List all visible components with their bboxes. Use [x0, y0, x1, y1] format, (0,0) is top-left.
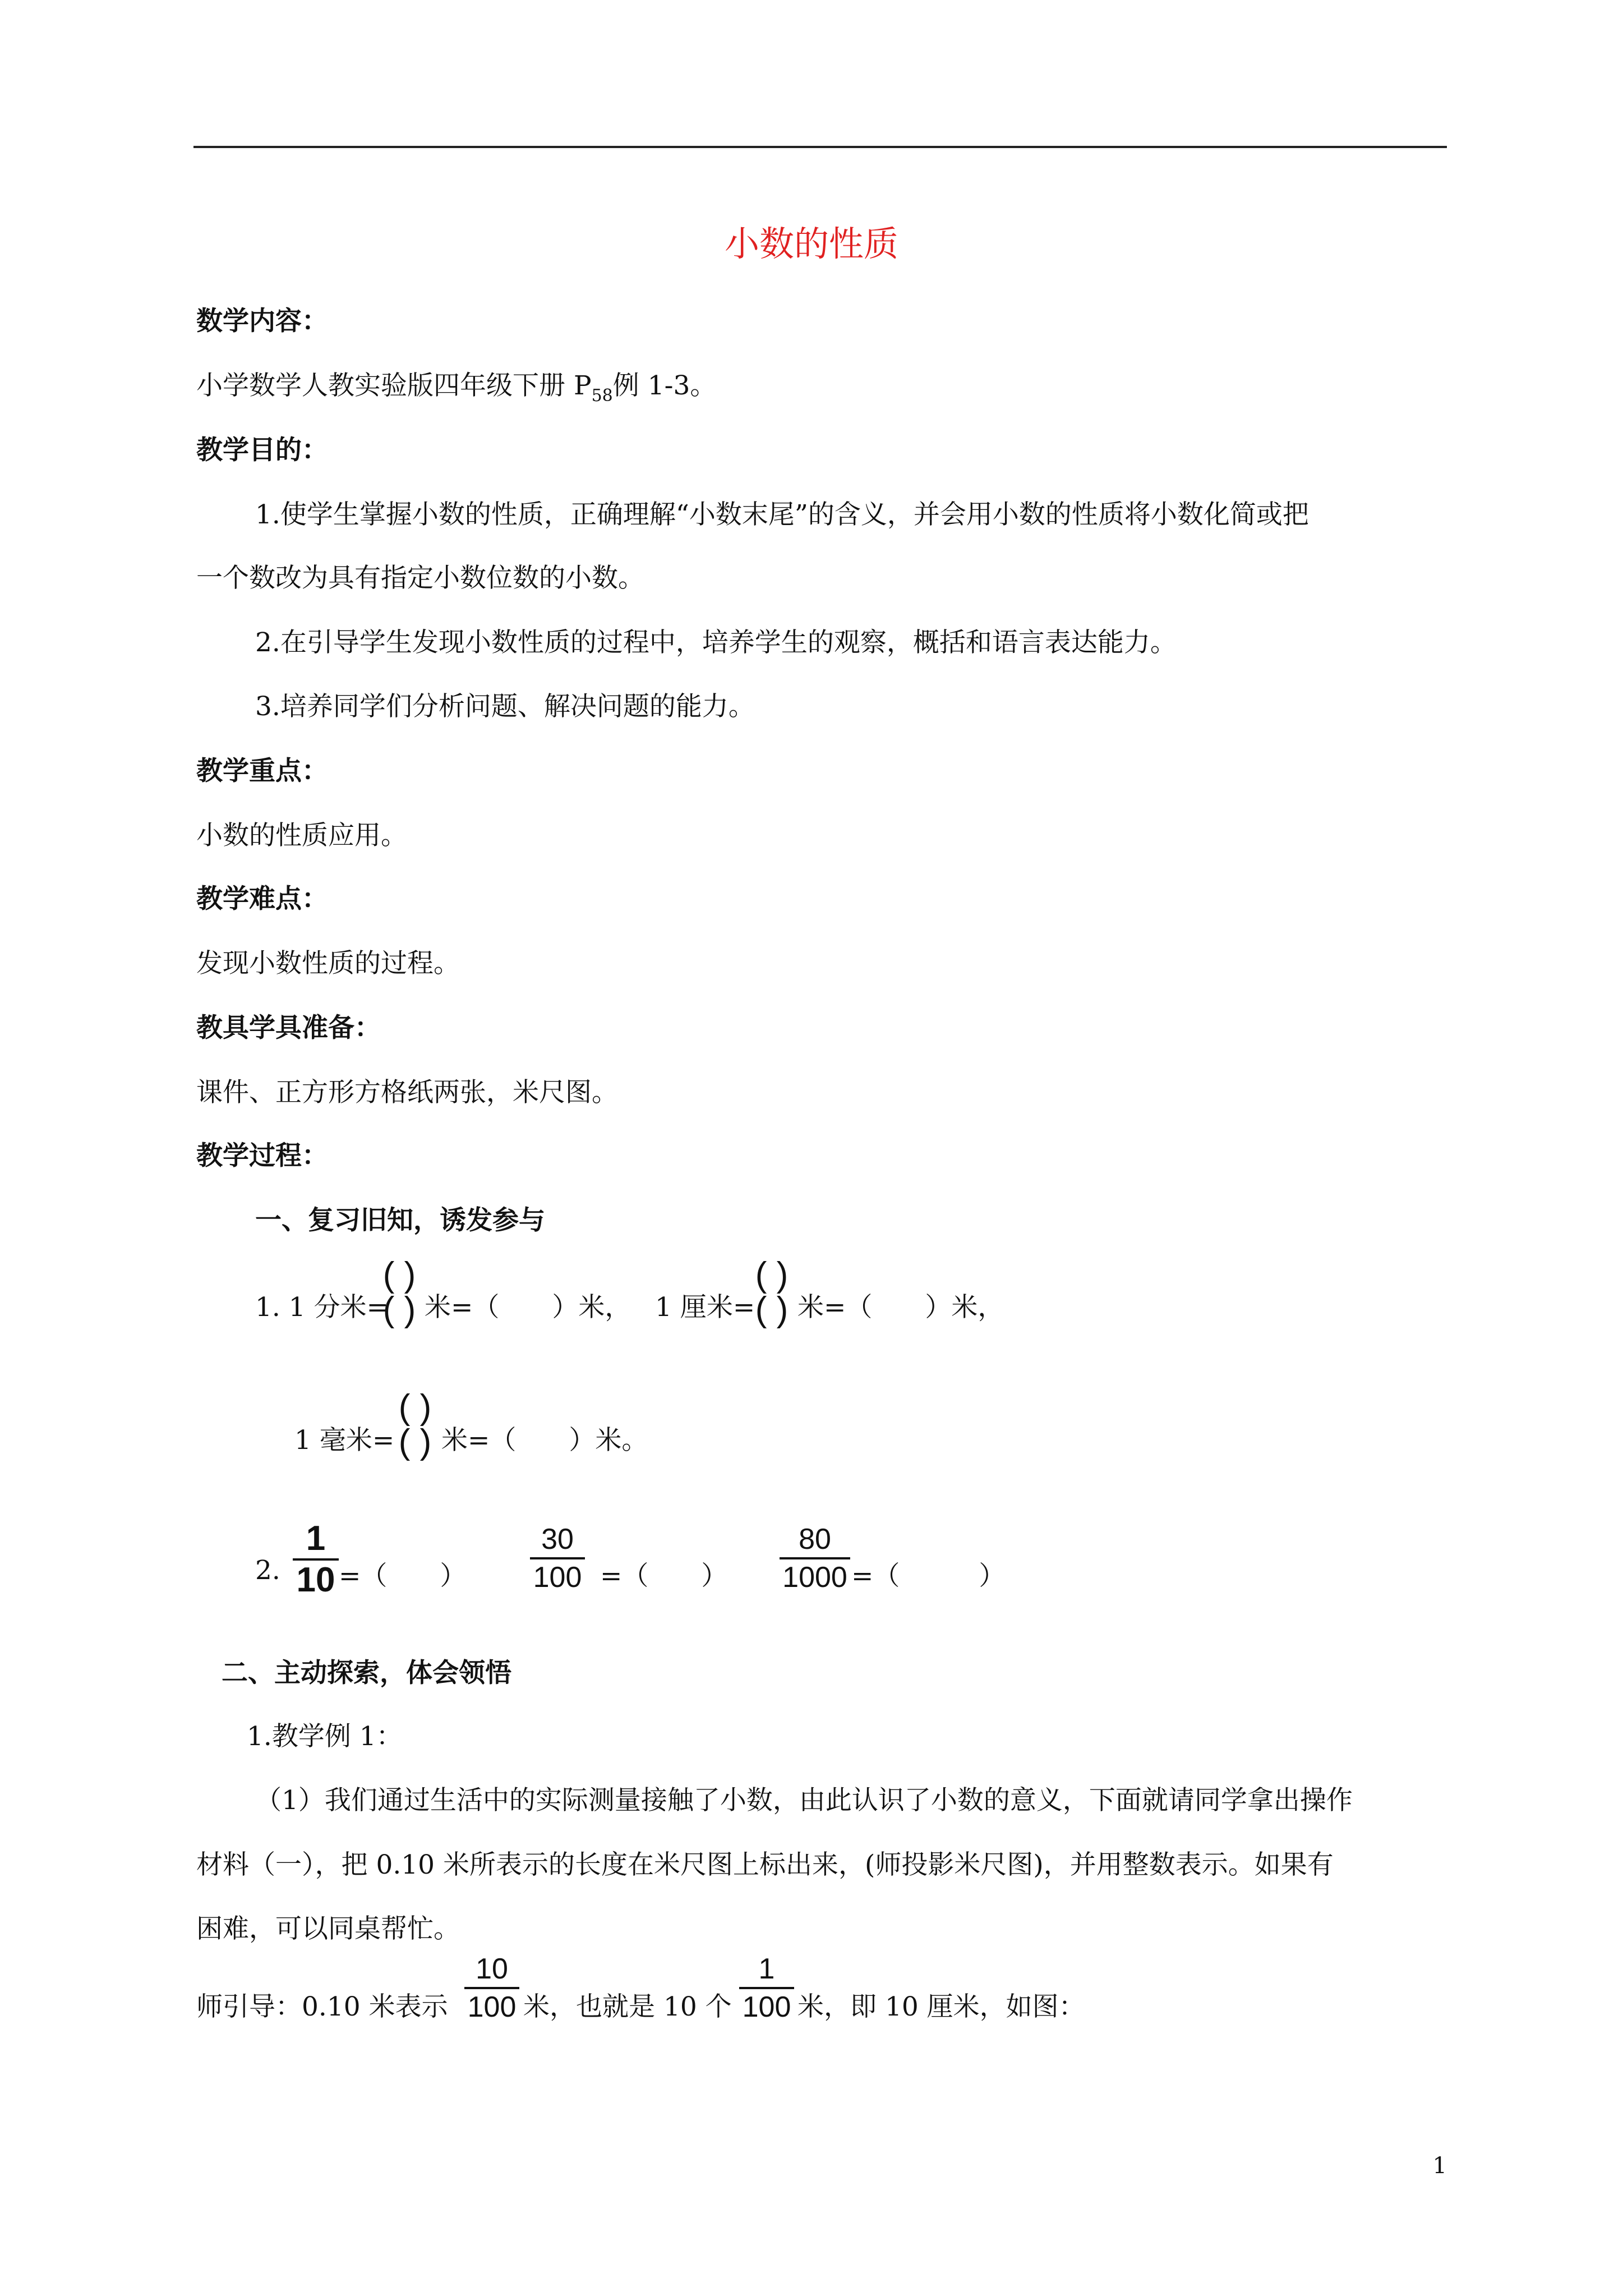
fraction-30-100: 30 100 — [530, 1525, 585, 1592]
fraction-1-100: 1 100 — [739, 1954, 794, 2022]
q1-b-lead: 1 厘米= — [655, 1292, 755, 1323]
aim-2: 2.在引导学生发现小数性质的过程中，培养学生的观察，概括和语言表达能力。 — [255, 627, 1177, 658]
guide-mid: 米，也就是 10 个 — [523, 1991, 732, 2022]
content-text: 小学数学人教实验版四年级下册 $P_{58}$例 1-3。 — [196, 370, 717, 406]
q2-f2-tail: =（ ） — [600, 1561, 728, 1591]
q1-a-lead: 1. 1 分米= — [255, 1292, 389, 1323]
heading-key: 教学重点： — [196, 756, 328, 786]
blank-fraction: ( ) ( ) — [382, 1255, 416, 1329]
part2-heading: 二、主动探索，体会领悟 — [222, 1658, 511, 1688]
blank-fraction: ( ) ( ) — [398, 1388, 432, 1461]
fraction-10-100: 10 100 — [464, 1954, 519, 2022]
key-text: 小数的性质应用。 — [196, 820, 407, 851]
tools-text: 课件、正方形方格纸两张，米尺图。 — [196, 1077, 618, 1108]
guide-lead: 师引导：0.10 米表示 — [196, 1991, 448, 2022]
para-1c: 困难，可以同桌帮忙。 — [196, 1913, 460, 1944]
page-title: 小数的性质 — [724, 223, 898, 264]
blank-fraction: ( ) ( ) — [755, 1255, 789, 1329]
para-1a: （1）我们通过生活中的实际测量接触了小数，由此认识了小数的意义，下面就请同学拿出操作 — [255, 1785, 1353, 1816]
aim-1a: 1.使学生掌握小数的性质，正确理解“小数末尾”的含义，并会用小数的性质将小数化简或把 — [255, 499, 1309, 530]
q1-c-lead: 1 毫米= — [294, 1425, 395, 1456]
aim-1b: 一个数改为具有指定小数位数的小数。 — [196, 563, 644, 593]
difficulty-text: 发现小数性质的过程。 — [196, 948, 460, 979]
aim-3: 3.培养同学们分析问题、解决问题的能力。 — [255, 691, 755, 722]
heading-tools: 教具学具准备： — [196, 1013, 381, 1043]
q2-f3-tail: =（ ） — [851, 1561, 1006, 1591]
para-1b: 材料（一），把 0.10 米所表示的长度在米尺图上标出来，(师投影米尺图)，并用整数表示。如果有 — [196, 1849, 1334, 1880]
heading-difficulty: 教学难点： — [196, 884, 328, 914]
guide-tail: 米，即 10 厘米，如图： — [797, 1991, 1085, 2022]
q1-a-tail: 米=（ ）米， — [425, 1292, 631, 1323]
q1-c-tail: 米=（ ）米。 — [441, 1425, 648, 1456]
header-rule — [193, 146, 1447, 148]
heading-content: 数学内容： — [196, 306, 328, 337]
q2-f1-tail: =（ ） — [339, 1561, 467, 1591]
fraction-1-10: 1 10 — [293, 1521, 339, 1598]
heading-aim: 教学目的： — [196, 435, 328, 466]
q2-lead: 2. — [255, 1555, 280, 1586]
q1-b-tail: 米=（ ）米， — [797, 1292, 1004, 1323]
page-number: 1 — [1432, 2153, 1447, 2179]
part1-heading: 一、复习旧知，诱发参与 — [255, 1205, 545, 1236]
heading-process: 教学过程： — [196, 1140, 328, 1171]
example-1: 1.教学例 1： — [247, 1721, 403, 1752]
fraction-80-1000: 80 1000 — [780, 1525, 850, 1592]
page-subscript: 58 — [591, 386, 613, 406]
